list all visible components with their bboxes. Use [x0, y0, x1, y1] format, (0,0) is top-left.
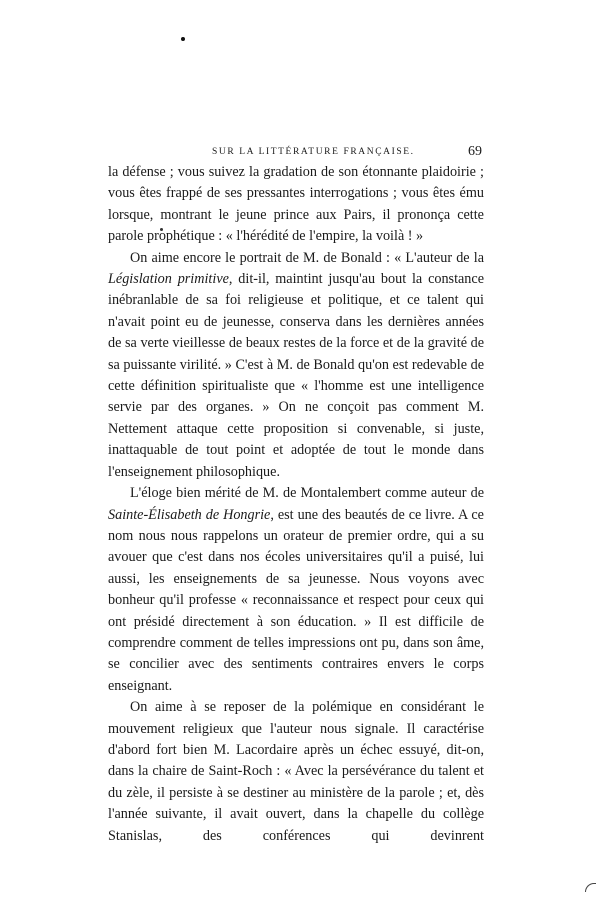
- text-run: On aime à se reposer de la polémique en considérant le mouvement religieux que l'auteur nous signale. Il caractérise d'abord fort bien M. Lacordaire après un échec essuyé, dit-on, dans la chaire de Saint-Roch : « Avec la persévérance du talent et du zèle, il persiste à se destiner au ministère de la parole ; et, dès l'année suivante, il avait ouvert, dans la chapelle du collège Stanislas, des conférences qui devinrent: [108, 699, 484, 844]
- running-title: SUR LA LITTÉRATURE FRANÇAISE.: [212, 147, 415, 157]
- paragraph: [108, 248, 484, 483]
- text-run: On aime encore le portrait de M. de Bonald : « L'auteur de la: [130, 249, 484, 266]
- text-run: L'éloge bien mérité de M. de Montalembert comme auteur de: [130, 485, 484, 502]
- text-run: la défense ; vous suivez la gradation de son étonnante plaidoirie ; vous êtes frappé de ses pressantes interrogations ; vous êtes ému lorsque, montrant le jeune prince aux Pairs, il prononça cette parole prophétique : « l'hérédité de l'empire, la voilà ! »: [108, 164, 484, 245]
- text-run: , est une des beautés de ce livre. A ce nom nous nous rappelons un orateur de premier ordre, qui a su avouer que c'est dans nos écoles universitaires qu'il a puisé, lui aussi, les enseignements de sa jeunesse. Nous voyons avec bonheur qu'il professe « reconnaissance et respect pour ceux qui ont présidé directement à son éducation. » Il est difficile de comprendre comment de telles impressions ont pu, dans son âme, se concilier avec des sentiments contraires envers le corps enseignant.: [108, 506, 484, 694]
- page-number: 69: [468, 144, 482, 159]
- paragraph: [108, 697, 484, 847]
- paragraph: [108, 483, 484, 697]
- book-title: Législation primitive: [108, 271, 229, 288]
- paragraph: [108, 162, 484, 248]
- ink-speck: [181, 37, 185, 41]
- body-text: [108, 162, 484, 847]
- book-title: Sainte-Élisabeth de Hongrie: [108, 506, 271, 523]
- running-head: [108, 144, 484, 162]
- text-run: , dit-il, maintint jusqu'au bout la constance inébranlable de sa foi religieuse et politique, et ce talent qui n'avait point eu de jeunesse, conserva dans les dernières années de sa verte vieillesse de beaux restes de la force et de la gravité de sa puissante virilité. » C'est à M. de Bonald qu'on est redevable de cette définition spiritualiste que « l'homme est une intelligence servie par des organes. » On ne conçoit pas comment M. Nettement attaque cette proposition si convenable, si juste, inattaquable de tout point et adoptée de tout le monde dans l'enseignement philosophique.: [108, 271, 484, 480]
- page-curl-mark: [585, 883, 596, 892]
